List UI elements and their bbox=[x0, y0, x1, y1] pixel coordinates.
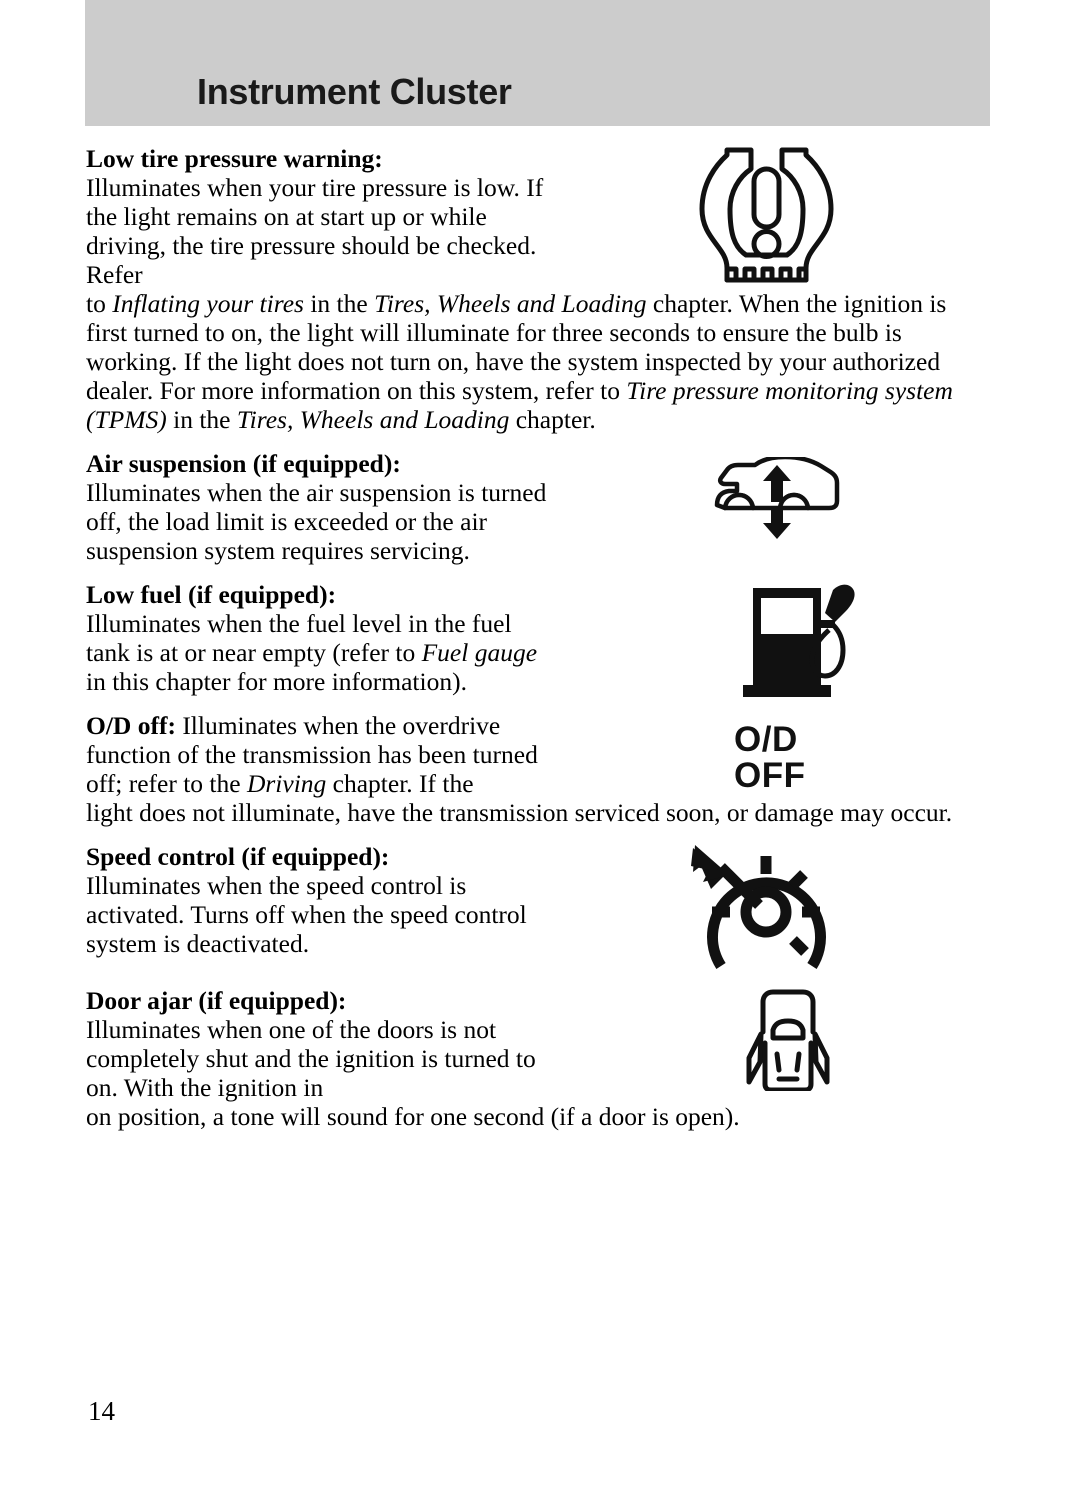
spacer-2 bbox=[86, 565, 991, 580]
speed-control-narrow-text bbox=[86, 842, 548, 958]
run-7: Tires, Wheels and Loading bbox=[236, 405, 510, 434]
run-4: chapter. When the ignition is first turned to on, the light will illuminate for three seconds to ensure the bulb is working. If the light does not turn on, have the system inspected by your authorized dealer. For more information on this system, refer to bbox=[86, 289, 947, 405]
door-ajar-full-run-0: on position, a tone will sound for one second (if a door is open). bbox=[86, 1102, 740, 1131]
od-off-line-1: O/D bbox=[734, 720, 798, 759]
air-suspension-text-1: Illuminates when the air suspension is turned off, the load limit is exceeded or the air suspension system requires servicing. bbox=[86, 478, 547, 565]
run-6: in the bbox=[166, 405, 237, 434]
section-heading-od-off: O/D off: bbox=[86, 711, 176, 740]
door-ajar-full-text bbox=[86, 1102, 991, 1131]
door-ajar-text-1: Illuminates when one of the doors is not completely shut and the ignition is turned to on. With the ignition in bbox=[86, 1015, 536, 1102]
od-off-text-2: Driving bbox=[246, 769, 327, 798]
spacer-1 bbox=[86, 434, 991, 449]
spacer-4 bbox=[86, 827, 991, 842]
od-off-text-3: chapter. If the bbox=[326, 769, 474, 798]
section-od-off bbox=[86, 711, 991, 827]
od-off-narrow-text bbox=[86, 711, 548, 798]
section-heading-door-ajar: Door ajar (if equipped): bbox=[86, 986, 347, 1015]
page-header-band bbox=[85, 0, 990, 126]
low-tire-pressure-text-1: Illuminates when your tire pressure is low. If the light remains on at start up or while driving, the tire pressure should be checked. Refer bbox=[86, 173, 544, 289]
section-air-suspension bbox=[86, 449, 991, 565]
od-off-full-text bbox=[86, 798, 991, 827]
run-3: Tires, Wheels and Loading bbox=[374, 289, 647, 318]
od-off-text-icon bbox=[734, 722, 874, 802]
run-2: in the bbox=[303, 289, 375, 318]
section-low-fuel bbox=[86, 580, 991, 696]
section-speed-control bbox=[86, 842, 991, 958]
air-suspension-icon bbox=[703, 457, 851, 539]
section-low-tire-pressure bbox=[86, 144, 991, 434]
low-tire-pressure-full-text bbox=[86, 289, 991, 434]
section-heading-low-tire-pressure: Low tire pressure warning: bbox=[86, 144, 383, 173]
page-content bbox=[86, 144, 991, 1131]
od-off-line-2: OFF bbox=[734, 756, 806, 795]
low-fuel-text-2: Fuel gauge bbox=[421, 638, 538, 667]
tire-pressure-warning-icon bbox=[694, 147, 839, 285]
air-suspension-narrow-text bbox=[86, 449, 548, 565]
section-door-ajar bbox=[86, 986, 991, 1131]
od-off-full-run-0: light does not illuminate, have the transmission serviced soon, or damage may occur. bbox=[86, 798, 953, 827]
page-title: Instrument Cluster bbox=[197, 71, 512, 112]
low-tire-pressure-narrow-text bbox=[86, 144, 548, 289]
speed-control-text-1: Illuminates when the speed control is activated. Turns off when the speed control system is deactivated. bbox=[86, 871, 527, 958]
low-fuel-text-3: in this chapter for more information). bbox=[86, 667, 467, 696]
run-0: to bbox=[86, 289, 113, 318]
section-heading-air-suspension: Air suspension (if equipped): bbox=[86, 449, 401, 478]
door-ajar-narrow-text bbox=[86, 986, 548, 1102]
section-heading-low-fuel: Low fuel (if equipped): bbox=[86, 580, 337, 609]
low-fuel-narrow-text bbox=[86, 580, 548, 696]
run-5: Tire pressure monitoring system (TPMS) bbox=[86, 376, 953, 434]
run-8: chapter. bbox=[509, 405, 596, 434]
low-fuel-text-1: Illuminates when the fuel level in the fuel tank is at or near empty (refer to bbox=[86, 609, 512, 667]
section-heading-speed-control: Speed control (if equipped): bbox=[86, 842, 390, 871]
door-ajar-icon bbox=[731, 986, 846, 1091]
fuel-pump-icon bbox=[731, 580, 861, 702]
page-number: 14 bbox=[88, 1396, 115, 1426]
speed-control-icon bbox=[689, 842, 844, 977]
spacer-5 bbox=[86, 958, 991, 986]
od-off-text-1: Illuminates when the overdrive function of the transmission has been turned off; refer to the bbox=[86, 711, 538, 798]
run-1: Inflating your tires bbox=[112, 289, 304, 318]
